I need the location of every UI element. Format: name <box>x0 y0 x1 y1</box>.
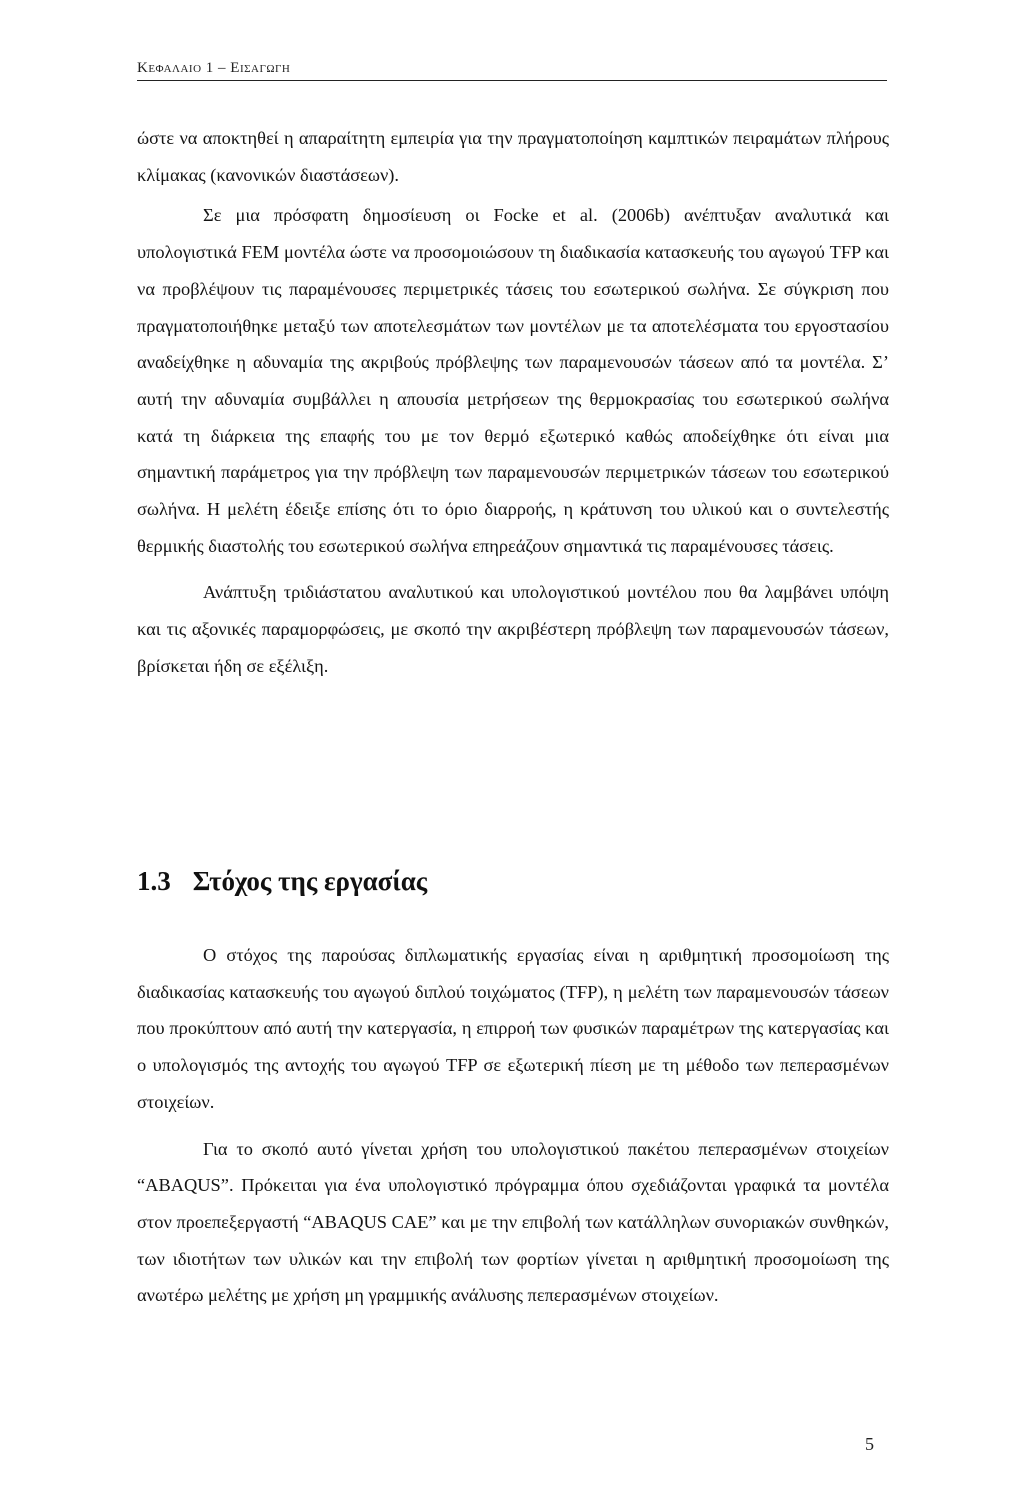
section-title: Στόχος της εργασίας <box>192 866 428 896</box>
page-number: 5 <box>865 1434 874 1454</box>
paragraph-objective: Ο στόχος της παρούσας διπλωματικής εργασίας είναι η αριθμητική προσομοίωση της διαδικασίας κατασκευής του αγωγού διπλού τοιχώματος (TFP), η μελέτη των παραμενουσών τάσεων που προκύπτουν από αυτή την κατεργασία, η επιρροή των φυσικών παραμέτρων της κατεργασίας και ο υπολογισμός της αντοχής του αγωγού TFP σε εξωτερική πίεση με τη μέθοδο των πεπερασμένων στοιχείων. <box>137 945 889 1112</box>
intro-text-block <box>137 120 889 685</box>
section-text-block <box>137 937 889 1314</box>
paragraph-3d-model: Ανάπτυξη τριδιάστατου αναλυτικού και υπολογιστικού μοντέλου που θα λαμβάνει υπόψη και τις αξονικές παραμορφώσεις, με σκοπό την ακριβέστερη πρόβλεψη των παραμενουσών τάσεων, βρίσκεται ήδη σε εξέλιξη. <box>137 582 889 676</box>
paragraph-continuation: ώστε να αποκτηθεί η απαραίτητη εμπειρία για την πραγματοποίηση καμπτικών πειραμάτων πλήρους κλίμακας (κανονικών διαστάσεων). <box>137 128 889 185</box>
section-heading <box>137 866 427 897</box>
section-number: 1.3 <box>137 866 171 896</box>
running-header-title: Κεφαλαιο 1 – Εισαγωγη <box>137 60 291 76</box>
paragraph-focke: Σε μια πρόσφατη δημοσίευση οι Focke et al. (2006b) ανέπτυξαν αναλυτικά και υπολογιστικά FEM μοντέλα ώστε να προσομοιώσουν τη διαδικασία κατασκευής του αγωγού TFP και να προβλέψουν τις παραμένουσες περιμετρικές τάσεις του εσωτερικού σωλήνα. Σε σύγκριση που πραγματοποιήθηκε μεταξύ των αποτελεσμάτων των μοντέλων με τα αποτελέσματα του εργοστασίου αναδείχθηκε η αδυναμία της ακριβούς πρόβλεψης των παραμενουσών τάσεων από τα μοντέλα. Σ’ αυτή την αδυναμία συμβάλλει η απουσία μετρήσεων της θερμοκρασίας του εσωτερικού σωλήνα κατά τη διάρκεια της επαφής του με τον θερμό εξωτερικό καθώς αποδείχθηκε ότι είναι μια σημαντική παράμετρος για την πρόβλεψη των παραμενουσών περιμετρικών τάσεων του εσωτερικού σωλήνα. Η μελέτη έδειξε επίσης ότι το όριο διαρροής, η κράτυνση του υλικού και ο συντελεστής θερμικής διαστολής του εσωτερικού σωλήνα επηρεάζουν σημαντικά τις παραμένουσες τάσεις. <box>137 205 889 556</box>
paragraph-abaqus: Για το σκοπό αυτό γίνεται χρήση του υπολογιστικού πακέτου πεπερασμένων στοιχείων “ABAQUS”. Πρόκειται για ένα υπολογιστικό πρόγραμμα όπου σχεδιάζονται γραφικά τα μοντέλα στον προεπεξεργαστή “ABAQUS CAE” και με την επιβολή των κατάλληλων συνοριακών συνθηκών, των ιδιοτήτων των υλικών και την επιβολή των φορτίων γίνεται η αριθμητική προσομοίωση της ανωτέρω μελέτης με χρήση μη γραμμικής ανάλυσης πεπερασμένων στοιχείων. <box>137 1138 889 1306</box>
running-header <box>137 60 887 81</box>
